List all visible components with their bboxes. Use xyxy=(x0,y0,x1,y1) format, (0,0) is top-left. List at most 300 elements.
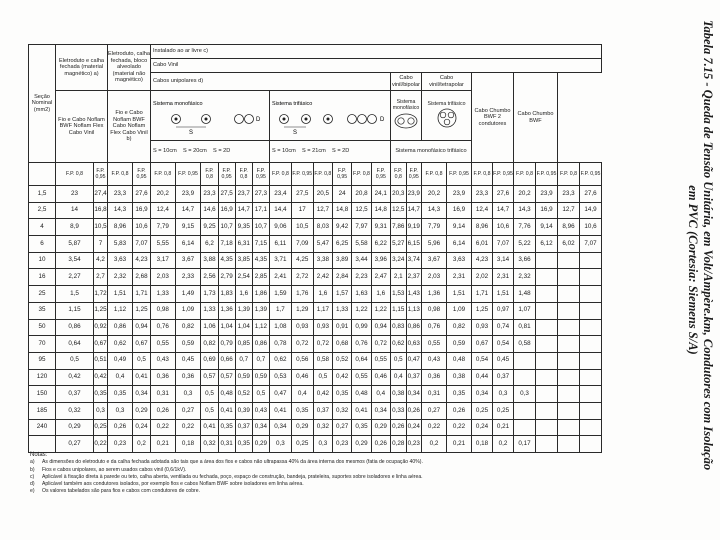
table-body xyxy=(29,186,602,453)
value-cell: 1,25 xyxy=(94,302,108,319)
value-cell xyxy=(514,352,536,369)
header-cabo-chumbo-bwf-2: Cabo Chumbo BWF 2 condutores xyxy=(472,73,514,163)
fp-label: F.P. 0,95 xyxy=(333,163,352,186)
value-cell: 10,6 xyxy=(133,219,151,236)
value-cell: 20,8 xyxy=(352,186,371,203)
value-cell: 0,27 xyxy=(56,436,94,453)
fp-label: F.P. 0,8 xyxy=(235,163,252,186)
value-cell: 2,54 xyxy=(235,269,252,286)
value-cell: 24 xyxy=(333,186,352,203)
value-cell: 5,83 xyxy=(108,236,133,253)
value-cell: 2,32 xyxy=(514,269,536,286)
value-cell: 9,15 xyxy=(175,219,201,236)
table-title-line1: Tabela 7.15 - Queda de Tensão Unitária, em Volt/Ampère.km, Condutores com Isolação xyxy=(701,20,715,471)
value-cell: 0,42 xyxy=(313,386,332,403)
value-cell: 23,7 xyxy=(235,186,252,203)
value-cell: 0,34 xyxy=(252,419,269,436)
value-cell: 6,15 xyxy=(406,236,422,253)
value-cell: 0,47 xyxy=(270,386,292,403)
value-cell: 3,96 xyxy=(371,252,390,269)
value-cell: 0,27 xyxy=(175,402,201,419)
value-cell: 6,31 xyxy=(235,236,252,253)
value-cell: 0,25 xyxy=(493,402,514,419)
value-cell xyxy=(536,319,558,336)
value-cell: 0,32 xyxy=(333,402,352,419)
value-cell: 0,46 xyxy=(291,369,313,386)
value-cell: 0,41 xyxy=(352,402,371,419)
value-cell: 1,25 xyxy=(133,302,151,319)
value-cell: 0,33 xyxy=(391,402,407,419)
value-cell: 20,5 xyxy=(313,186,332,203)
value-cell: 0,35 xyxy=(218,419,235,436)
value-cell xyxy=(558,436,580,453)
value-cell: 6,14 xyxy=(447,236,472,253)
value-cell: 1,29 xyxy=(291,302,313,319)
section-cell: 120 xyxy=(29,369,56,386)
value-cell: 3,44 xyxy=(352,252,371,269)
value-cell: 1,22 xyxy=(352,302,371,319)
value-cell: 24,1 xyxy=(371,186,390,203)
value-cell: 0,48 xyxy=(447,352,472,369)
spacing-label-2d: S = 2D xyxy=(213,148,231,155)
value-cell: 23,3 xyxy=(558,186,580,203)
value-cell xyxy=(536,336,558,353)
value-cell: 16,8 xyxy=(94,202,108,219)
header-cabos-unipolares: Cabos unipolares d) xyxy=(151,73,391,91)
value-cell: 4,35 xyxy=(252,252,269,269)
value-cell: 5,87 xyxy=(56,236,94,253)
value-cell: 0,29 xyxy=(371,419,390,436)
value-cell: 5,22 xyxy=(514,236,536,253)
header-eletroduto-magnetico: Eletroduto e calha fechada (material magnético) a) xyxy=(56,45,108,91)
value-cell: 0,98 xyxy=(151,302,176,319)
value-cell: 0,35 xyxy=(447,386,472,403)
value-cell: 9,06 xyxy=(270,219,292,236)
value-cell: 0,5 xyxy=(201,386,218,403)
table-row xyxy=(29,252,602,269)
value-cell: 0,21 xyxy=(493,419,514,436)
value-cell: 14,8 xyxy=(371,202,390,219)
value-cell xyxy=(558,352,580,369)
value-cell: 1,25 xyxy=(472,302,493,319)
value-cell: 0,41 xyxy=(218,402,235,419)
value-cell: 4,25 xyxy=(291,252,313,269)
value-cell: 0,18 xyxy=(472,436,493,453)
value-cell: 10,5 xyxy=(94,219,108,236)
fp-label: F.P. 0,8 xyxy=(108,163,133,186)
fp-label: F.P. 0,8 xyxy=(313,163,332,186)
section-cell: 150 xyxy=(29,386,56,403)
fp-label: F.P. 0,8 xyxy=(472,163,493,186)
value-cell: 0,7 xyxy=(252,352,269,369)
value-cell: 0,82 xyxy=(201,336,218,353)
sketch-label-d-2: D xyxy=(380,116,385,123)
value-cell: 0,23 xyxy=(406,436,422,453)
value-cell: 0,18 xyxy=(175,436,201,453)
value-cell: 0,24 xyxy=(133,419,151,436)
section-cell: 6 xyxy=(29,236,56,253)
value-cell: 0,67 xyxy=(472,336,493,353)
note-item xyxy=(30,474,640,481)
fp-label: F.P. 0,8 xyxy=(514,163,536,186)
value-cell: 2,03 xyxy=(151,269,176,286)
value-cell: 2,27 xyxy=(56,269,94,286)
value-cell: 1,17 xyxy=(313,302,332,319)
value-cell: 3,67 xyxy=(422,252,447,269)
value-cell: 0,58 xyxy=(514,336,536,353)
value-cell: 14,3 xyxy=(108,202,133,219)
value-cell: 0,36 xyxy=(151,369,176,386)
header-cabo-vinil: Cabo Vinil xyxy=(151,59,602,73)
header-monofasico-trifasico: Sistema monofásico trifásico xyxy=(391,141,472,163)
value-cell: 20,2 xyxy=(151,186,176,203)
value-cell: 9,14 xyxy=(536,219,558,236)
value-cell: 0,52 xyxy=(333,352,352,369)
fp-label: F.P. 0,95 xyxy=(252,163,269,186)
tetrapolar-cable-icon xyxy=(432,108,462,128)
value-cell: 23,9 xyxy=(406,186,422,203)
table-title-line2: em PVC (Cortesia: Siemens S/A) xyxy=(686,185,700,355)
value-cell: 0,86 xyxy=(252,336,269,353)
value-cell: 0,59 xyxy=(252,369,269,386)
table-row xyxy=(29,219,602,236)
value-cell: 3,17 xyxy=(151,252,176,269)
value-cell: 14,8 xyxy=(333,202,352,219)
fp-label: F.P. 0,95 xyxy=(406,163,422,186)
value-cell: 0,72 xyxy=(371,336,390,353)
value-cell: 0,35 xyxy=(108,386,133,403)
value-cell: 1,57 xyxy=(333,286,352,303)
value-cell: 14,7 xyxy=(175,202,201,219)
value-cell: 16,9 xyxy=(536,202,558,219)
value-cell: 5,27 xyxy=(391,236,407,253)
value-cell: 12,5 xyxy=(391,202,407,219)
section-cell: 25 xyxy=(29,286,56,303)
value-cell: 0,76 xyxy=(151,319,176,336)
value-cell: 7,09 xyxy=(291,236,313,253)
table-title xyxy=(655,20,715,520)
value-cell: 0,39 xyxy=(235,402,252,419)
value-cell xyxy=(536,386,558,403)
value-cell: 0,38 xyxy=(391,386,407,403)
value-cell: 0,3 xyxy=(270,436,292,453)
section-cell: 50 xyxy=(29,319,56,336)
value-cell: 7,18 xyxy=(218,236,235,253)
value-cell: 23,9 xyxy=(447,186,472,203)
value-cell: 2,68 xyxy=(133,269,151,286)
value-cell: 0,26 xyxy=(391,419,407,436)
value-cell: 1,09 xyxy=(447,302,472,319)
value-cell xyxy=(558,269,580,286)
value-cell: 23 xyxy=(56,186,94,203)
note-text: Os valores tabelados são para fios e cabos com condutores de cobre. xyxy=(42,488,200,495)
value-cell: 1,08 xyxy=(270,319,292,336)
value-cell: 0,31 xyxy=(218,436,235,453)
value-cell: 6,14 xyxy=(175,236,201,253)
value-cell xyxy=(536,419,558,436)
section-cell: 10 xyxy=(29,252,56,269)
spacing-label-2d-t: S = 2D xyxy=(332,148,350,155)
value-cell: 6,02 xyxy=(558,236,580,253)
value-cell: 1,36 xyxy=(218,302,235,319)
value-cell: 5,58 xyxy=(352,236,371,253)
value-cell: 0,68 xyxy=(333,336,352,353)
header-fio-cabo-noflam-nm: Fio e Cabo Noflam BWF Cabo Noflam Flex Cabo Vinil b) xyxy=(108,91,151,163)
value-cell: 0,4 xyxy=(291,386,313,403)
value-cell: 9,42 xyxy=(333,219,352,236)
table-row xyxy=(29,186,602,203)
value-cell: 1,63 xyxy=(352,286,371,303)
value-cell: 0,35 xyxy=(94,386,108,403)
value-cell xyxy=(558,419,580,436)
value-cell: 1,12 xyxy=(252,319,269,336)
value-cell: 0,49 xyxy=(108,352,133,369)
value-cell: 0,43 xyxy=(252,402,269,419)
value-cell: 27,5 xyxy=(218,186,235,203)
value-cell: 2,85 xyxy=(252,269,269,286)
value-cell: 0,64 xyxy=(352,352,371,369)
note-text: Aplicável à fixação direta à parede ou teto, calha aberta, ventilada ou fechada, poço, espaço de construção, bandeja, prateleira, suportes sobre isoladores e linha aérea. xyxy=(42,473,423,480)
value-cell: 20,2 xyxy=(422,186,447,203)
value-cell: 0,82 xyxy=(447,319,472,336)
value-cell: 0,48 xyxy=(352,386,371,403)
value-cell: 0,24 xyxy=(472,419,493,436)
value-cell: 0,86 xyxy=(406,319,422,336)
value-cell: 3,38 xyxy=(313,252,332,269)
value-cell: 0,43 xyxy=(422,352,447,369)
value-cell: 9,25 xyxy=(201,219,218,236)
value-cell: 7,97 xyxy=(352,219,371,236)
value-cell: 0,86 xyxy=(56,319,94,336)
value-cell: 8,96 xyxy=(558,219,580,236)
value-cell: 0,29 xyxy=(133,402,151,419)
spacing-label-10cm: S = 10cm xyxy=(153,148,177,155)
value-cell: 0,5 xyxy=(313,369,332,386)
fp-label: F.P. 0,8 xyxy=(422,163,447,186)
value-cell: 1,6 xyxy=(313,286,332,303)
value-cell: 0,26 xyxy=(151,402,176,419)
value-cell: 0,94 xyxy=(371,319,390,336)
value-cell: 0,48 xyxy=(218,386,235,403)
value-cell: 2,84 xyxy=(333,269,352,286)
sketch-trifasico xyxy=(270,91,391,141)
value-cell: 1,5 xyxy=(56,286,94,303)
value-cell: 0,34 xyxy=(133,386,151,403)
value-cell: 27,6 xyxy=(493,186,514,203)
value-cell: 0,34 xyxy=(406,386,422,403)
value-cell xyxy=(580,402,602,419)
header-secao: Seção Nominal (mm2) xyxy=(29,45,56,163)
value-cell: 1,07 xyxy=(514,302,536,319)
sketch-label-d: D xyxy=(256,116,261,123)
value-cell: 10,7 xyxy=(252,219,269,236)
value-cell: 2,7 xyxy=(94,269,108,286)
value-cell: 0,25 xyxy=(94,419,108,436)
value-cell xyxy=(558,319,580,336)
value-cell: 23,9 xyxy=(536,186,558,203)
value-cell: 0,66 xyxy=(218,352,235,369)
note-item xyxy=(30,459,640,466)
value-cell: 0,51 xyxy=(94,352,108,369)
value-cell: 0,62 xyxy=(391,336,407,353)
value-cell: 1,33 xyxy=(151,286,176,303)
value-cell: 27,6 xyxy=(580,186,602,203)
value-cell: 27,6 xyxy=(133,186,151,203)
value-cell: 9,31 xyxy=(371,219,390,236)
value-cell: 0,5 xyxy=(252,386,269,403)
fp-label: F.P. 0,8 xyxy=(151,163,176,186)
header-eletroduto-nao-magnetico: Eletroduto, calha fechada, bloco alveolado (material não magnético) xyxy=(108,45,151,91)
value-cell: 0,4 xyxy=(391,369,407,386)
value-cell: 0,91 xyxy=(333,319,352,336)
value-cell: 0,62 xyxy=(270,352,292,369)
value-cell xyxy=(558,402,580,419)
value-cell: 0,45 xyxy=(175,352,201,369)
value-cell: 0,37 xyxy=(313,402,332,419)
table-row xyxy=(29,352,602,369)
table-row xyxy=(29,436,602,453)
value-cell: 0,43 xyxy=(151,352,176,369)
fp-label: F.P. 0,95 xyxy=(580,163,602,186)
value-cell: 0,25 xyxy=(291,436,313,453)
value-cell xyxy=(580,269,602,286)
header-instalado-ar-livre: Instalado ao ar livre c) xyxy=(151,45,602,59)
value-cell: 1,43 xyxy=(406,286,422,303)
value-cell: 0,2 xyxy=(422,436,447,453)
header-fio-cabo-noflam: Fio e Cabo Noflam BWF Noflam Flex Cabo Vinil xyxy=(56,91,108,163)
value-cell: 0,93 xyxy=(291,319,313,336)
value-cell: 0,55 xyxy=(371,352,390,369)
value-cell: 0,42 xyxy=(94,369,108,386)
value-cell: 0,32 xyxy=(56,402,94,419)
value-cell: 0,34 xyxy=(472,386,493,403)
value-cell: 1,6 xyxy=(235,286,252,303)
note-text: Aplicável também aos condutores isolados, por exemplo fios e cabos Noflam BWF sobre isoladores em linha aérea. xyxy=(42,481,304,488)
note-mark: b) xyxy=(30,466,35,473)
value-cell: 0,64 xyxy=(56,336,94,353)
value-cell: 2,23 xyxy=(352,269,371,286)
value-cell: 6,2 xyxy=(201,236,218,253)
value-cell: 14,7 xyxy=(235,202,252,219)
monofasico-cable-sketch xyxy=(151,97,269,135)
value-cell: 0,69 xyxy=(201,352,218,369)
sketch-label-s: S xyxy=(189,129,194,135)
value-cell xyxy=(536,302,558,319)
value-cell: 0,36 xyxy=(422,369,447,386)
value-cell: 1,83 xyxy=(218,286,235,303)
value-cell: 1,51 xyxy=(108,286,133,303)
value-cell: 27,5 xyxy=(291,186,313,203)
value-cell: 2,42 xyxy=(313,269,332,286)
fp-label: F.P. 0,95 xyxy=(218,163,235,186)
sketch-label-trifasico: Sistema trifásico xyxy=(272,100,313,107)
value-cell: 1,86 xyxy=(252,286,269,303)
value-cell: 2,32 xyxy=(108,269,133,286)
value-cell xyxy=(558,386,580,403)
value-cell: 0,26 xyxy=(108,419,133,436)
value-cell: 0,3 xyxy=(493,386,514,403)
value-cell xyxy=(580,419,602,436)
value-cell xyxy=(558,252,580,269)
value-cell: 0,44 xyxy=(472,369,493,386)
value-cell: 1,22 xyxy=(371,302,390,319)
value-cell: 14,9 xyxy=(580,202,602,219)
value-cell: 20,3 xyxy=(391,186,407,203)
value-cell xyxy=(580,386,602,403)
value-cell: 0,29 xyxy=(56,419,94,436)
value-cell xyxy=(536,286,558,303)
value-cell: 0,37 xyxy=(406,369,422,386)
value-cell: 14,3 xyxy=(514,202,536,219)
value-cell: 0,22 xyxy=(447,419,472,436)
sketch-tetrapolar xyxy=(422,91,472,141)
value-cell: 0,2 xyxy=(133,436,151,453)
note-text: As dimensões do eletroduto e da calha fechada adotada são tais que a área dos fios e cabos não ultrapassa 40% da área interna dos mesmos (fatia de ocupação 40%). xyxy=(42,459,423,466)
value-cell: 3,89 xyxy=(333,252,352,269)
value-cell: 2,03 xyxy=(422,269,447,286)
value-cell: 0,86 xyxy=(108,319,133,336)
value-cell xyxy=(536,436,558,453)
value-cell: 3,24 xyxy=(391,252,407,269)
value-cell: 2,72 xyxy=(291,269,313,286)
value-cell: 0,67 xyxy=(133,336,151,353)
fp-label: F.P. 0,8 xyxy=(391,163,407,186)
value-cell: 1,15 xyxy=(391,302,407,319)
value-cell: 14,7 xyxy=(493,202,514,219)
power-factor-row xyxy=(29,163,602,186)
value-cell: 0,93 xyxy=(472,319,493,336)
trifasico-cable-sketch xyxy=(270,97,390,135)
value-cell: 7,76 xyxy=(514,219,536,236)
value-cell: 0,3 xyxy=(313,436,332,453)
value-cell: 6,12 xyxy=(536,236,558,253)
value-cell: 5,47 xyxy=(313,236,332,253)
table-row xyxy=(29,302,602,319)
value-cell: 0,37 xyxy=(493,369,514,386)
tetrapolar-label: Sistema trifásico xyxy=(427,101,466,107)
value-cell: 0,41 xyxy=(133,369,151,386)
value-cell xyxy=(558,369,580,386)
value-cell: 1,12 xyxy=(108,302,133,319)
value-cell: 7,15 xyxy=(252,236,269,253)
section-cell xyxy=(29,436,56,453)
section-cell: 1,5 xyxy=(29,186,56,203)
bipolar-label: Sistema monofásico xyxy=(392,98,420,112)
value-cell: 0,22 xyxy=(151,419,176,436)
value-cell: 10,7 xyxy=(218,219,235,236)
value-cell: 0,41 xyxy=(201,419,218,436)
value-cell: 9,35 xyxy=(235,219,252,236)
value-cell: 7,07 xyxy=(493,236,514,253)
value-cell xyxy=(514,369,536,386)
value-cell: 0,23 xyxy=(333,436,352,453)
value-cell: 0,45 xyxy=(493,352,514,369)
value-cell: 0,35 xyxy=(291,402,313,419)
value-cell: 1,6 xyxy=(371,286,390,303)
value-cell: 1,36 xyxy=(422,286,447,303)
value-cell: 0,97 xyxy=(493,302,514,319)
header-cabo-chumbo-bwf-3: Cabo Chumbo BWF xyxy=(514,73,558,163)
value-cell: 4,2 xyxy=(94,252,108,269)
value-cell xyxy=(580,369,602,386)
value-cell: 6,01 xyxy=(472,236,493,253)
fp-label: F.P. 0,95 xyxy=(291,163,313,186)
note-mark: d) xyxy=(30,481,35,488)
value-cell: 1,33 xyxy=(333,302,352,319)
value-cell: 14,6 xyxy=(201,202,218,219)
value-cell: 1,06 xyxy=(201,319,218,336)
value-cell: 0,38 xyxy=(447,369,472,386)
